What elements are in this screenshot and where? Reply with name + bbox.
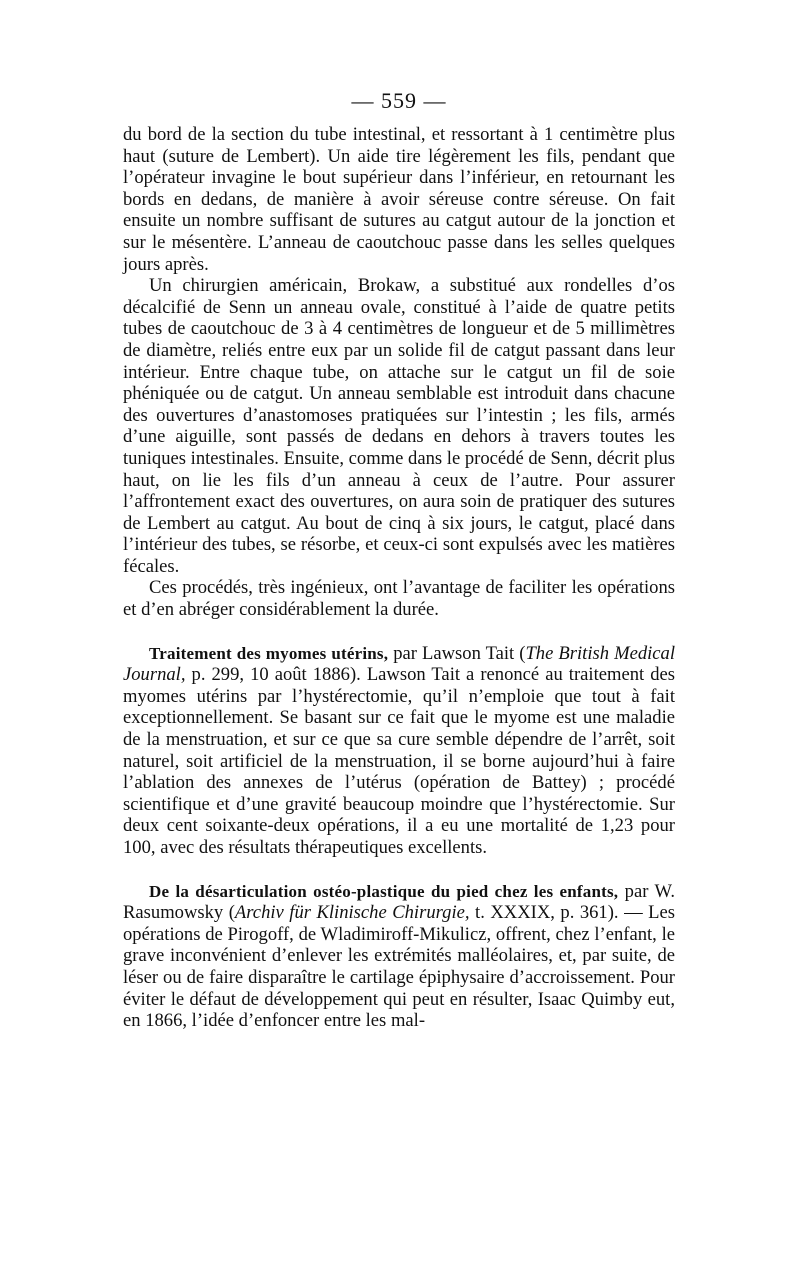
section-desarticulation-journal-title: Archiv für Klinische Chirurgie,	[234, 902, 470, 924]
section-myomes-uterins	[123, 643, 675, 859]
section-desarticulation-pied	[123, 881, 675, 1032]
page-number: — 559 —	[351, 88, 447, 113]
section-desarticulation-citation-start: par W. Rasumowsky (	[123, 880, 675, 924]
section-myomes-journal-title: The British Medical Journal,	[123, 642, 675, 686]
paragraph-brokaw-procedure: Un chirurgien américain, Brokaw, a substitué aux rondelles d’os décalcifié de Senn un anneau ovale, constitué à l’aide de quatre petits tubes de caoutchouc de 3 à 4 centimètres de longueur et de 5 millimètres de diamètre, reliés entre eux par un solide fil de catgut passant dans leur intérieur. Entre chaque tube, on attache sur le catgut un fil de soie phéniquée ou de catgut. Un anneau semblable est introduit dans chacune des ouvertures d’anastomoses pratiquées sur l’intestin ; les fils, armés d’une aiguille, sont passés de dedans en dehors à travers toutes les tuniques intestinales. Ensuite, comme dans le procédé de Senn, décrit plus haut, on lie les fils d’un anneau à ceux de l’autre. Pour assurer l’affrontement exact des ouvertures, on aura soin de pratiquer des sutures de Lembert au catgut. Au bout de cinq à six jours, le catgut, placé dans l’intérieur des tubes, se résorbe, et ceux-ci sont expulsés avec les matières fécales.	[123, 275, 675, 577]
paragraph-procedures-advantage: Ces procédés, très ingénieux, ont l’avantage de faciliter les opérations et d’en abréger considérablement la durée.	[123, 577, 675, 621]
paragraph-suture-lembert: du bord de la section du tube intestinal, et ressortant à 1 centimètre plus haut (suture de Lembert). Un aide tire légèrement les fils, pendant que l’opérateur invagine le bout supérieur dans l’inférieur, en retournant les bords en dedans, de manière à avoir séreuse contre séreuse. On fait ensuite un nombre suffisant de sutures au catgut autour de la jonction et sur le mésentère. L’anneau de caoutchouc passe dans les selles quelques jours après.	[123, 124, 675, 275]
section-myomes-body: p. 299, 10 août 1886). Lawson Tait a renoncé au traitement des myomes utérins par l’hystérectomie, qu’il n’emploie que tout à fait exceptionnellement. Se basant sur ce fait que le myome est une maladie de la menstruation, et sur ce que sa cure semble dépendre de l’arrêt, soit naturel, soit artificiel de la menstruation, il se borne aujourd’hui à faire l’ablation des annexes de l’utérus (opération de Battey) ; procédé scientifique et d’une gravité beaucoup moindre que l’hystérectomie. Sur deux cent soixante-deux opérations, il a eu une mortalité de 1,23 pour 100, avec des résultats thérapeutiques excellents.	[123, 664, 675, 858]
section-heading-myomes: Traitement des myomes utérins,	[149, 643, 389, 663]
section-desarticulation-body: t. XXXIX, p. 361). — Les opérations de Pirogoff, de Wladimiroff-Mikulicz, offrent, chez l’enfant, le grave inconvénient d’enlever les extrémités malléolaires, et, par suite, de léser ou de faire disparaître le cartilage épiphysaire d’accroissement. Pour éviter le défaut de développement qui peut en résulter, Isaac Quimby eut, en 1866, l’idée d’enfoncer entre les mal-	[123, 902, 676, 1032]
section-myomes-citation-start: par Lawson Tait (	[388, 642, 526, 664]
section-heading-desarticulation: De la désarticulation ostéo-plastique du pied chez les enfants,	[149, 881, 619, 901]
book-page	[123, 86, 675, 1032]
